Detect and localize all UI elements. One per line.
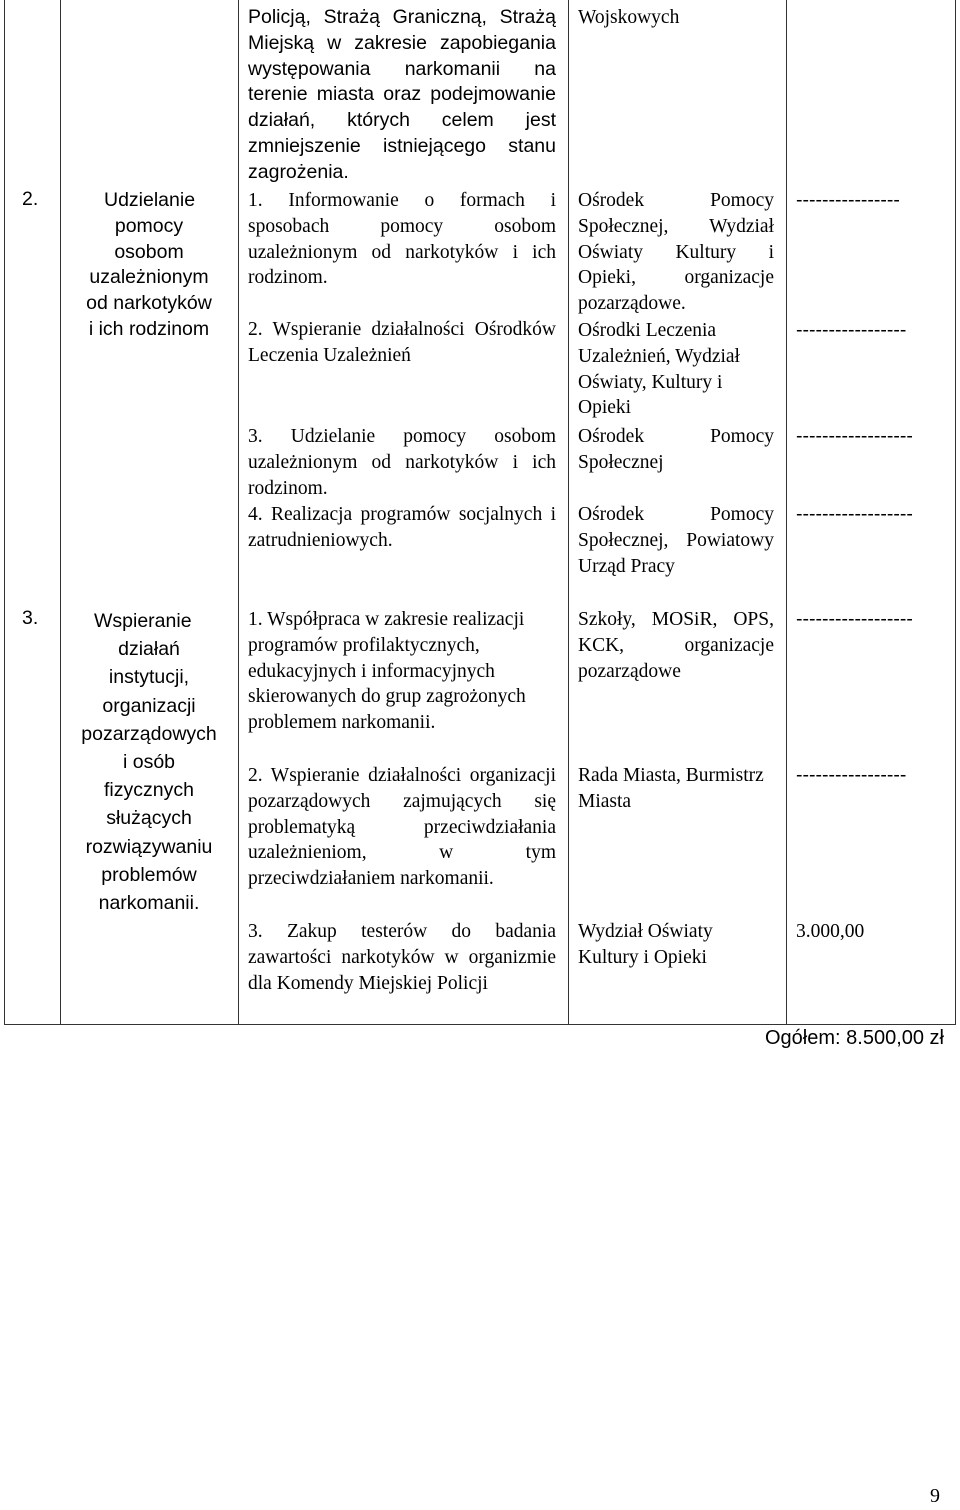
task-line: osobom	[114, 240, 184, 263]
partner-text: Wydział Oświaty Kultury i Opieki	[578, 921, 713, 968]
task-line: i ich rodzinom	[88, 317, 210, 340]
row3-partner-3	[578, 919, 774, 971]
grand-total: Ogółem: 8.500,00 zł	[765, 1027, 944, 1049]
table-border-right	[955, 0, 956, 1025]
task-line: Udzielanie	[104, 189, 196, 211]
action-text: 2. Wspieranie działalności Ośrodków Leczenia Uzależnień	[248, 319, 556, 366]
row2-partner-2	[578, 318, 774, 421]
row3-action-2	[248, 763, 556, 892]
row2-task	[66, 188, 232, 343]
task-line: instytucji,	[108, 666, 190, 689]
table-divider-2	[238, 0, 239, 1025]
row2-number: 2.	[22, 188, 39, 210]
row2-action-1	[248, 188, 556, 291]
task-line: od narkotyków	[86, 292, 212, 315]
row2-action-4	[248, 502, 556, 554]
task-line: narkomanii.	[98, 892, 200, 915]
task-line: rozwiązywaniu	[85, 835, 213, 858]
table-border-bottom	[4, 1024, 956, 1025]
row3-amount-2: -----------------	[796, 764, 907, 786]
row3-partner-1	[578, 607, 774, 684]
row2-partner-1	[578, 188, 774, 317]
table-divider-1	[60, 0, 61, 1025]
partner-text: Ośrodki Leczenia Uzależnień, Wydział Oświaty, Kultury i Opieki	[578, 320, 740, 419]
row2-amount-1: ----------------	[796, 189, 900, 211]
action-text: 2. Wspieranie działalności organizacji pozarządowych zajmujących się problematyką przeciwdziałania uzależnieniom, w tym przeciwdziałaniem narkomanii.	[248, 765, 556, 890]
table-divider-4	[786, 0, 787, 1025]
row1-action-continuation	[248, 5, 556, 186]
row3-amount-3: 3.000,00	[796, 921, 865, 942]
row2-action-3	[248, 424, 556, 501]
task-line: problemów	[101, 863, 197, 886]
row3-task	[66, 607, 232, 917]
row2-partner-4	[578, 502, 774, 579]
partner-text: Ośrodek Pomocy Społecznej, Wydział Oświaty Kultury i Opieki, organizacje pozarządowe.	[578, 190, 774, 315]
action-text: 3. Zakup testerów do badania zawartości narkotyków w organizmie dla Komendy Miejskiej Policji	[248, 921, 556, 994]
page-number: 9	[930, 1485, 940, 1507]
row2-amount-2: -----------------	[796, 319, 907, 341]
row2-action-2	[248, 317, 556, 369]
task-line: służących	[106, 807, 192, 830]
task-line: pozarządowych	[81, 722, 217, 745]
row3-action-1	[248, 607, 556, 736]
task-line: pomocy	[114, 214, 184, 237]
task-line: Wspieranie	[94, 610, 192, 632]
row2-partner-3	[578, 424, 774, 476]
action-text: 3. Udzielanie pomocy osobom uzależnionym od narkotyków i ich rodzinom.	[248, 426, 556, 499]
row2-amount-4: ------------------	[796, 503, 913, 525]
action-text: 1. Współpraca w zakresie realizacji programów profilaktycznych, edukacyjnych i informacyjnych skierowanych do grup zagrożonych problemem narkomanii.	[248, 609, 526, 734]
task-line: organizacji	[102, 694, 196, 717]
task-line: uzależnionym	[89, 266, 209, 289]
row1-partner-continuation	[578, 5, 774, 31]
partner-text: Wojskowych	[578, 7, 680, 28]
row3-partner-2	[578, 763, 774, 815]
partner-text: Szkoły, MOSiR, OPS, KCK, organizacje pozarządowe	[578, 609, 774, 682]
action-text: Policją, Strażą Graniczną, Strażą Miejską w zakresie zapobiegania występowania narkomanii na terenie miasta oraz podejmowanie działań, których celem jest zmniejszenie istniejącego stanu zagrożenia.	[248, 6, 556, 183]
row3-action-3	[248, 919, 556, 996]
task-line: działań	[118, 638, 180, 661]
action-text: 4. Realizacja programów socjalnych i zatrudnieniowych.	[248, 504, 556, 551]
action-text: 1. Informowanie o formach i sposobach pomocy osobom uzależnionym od narkotyków i ich rodzinom.	[248, 190, 556, 289]
partner-text: Ośrodek Pomocy Społecznej, Powiatowy Urząd Pracy	[578, 504, 774, 577]
task-line: fizycznych	[104, 779, 194, 802]
row3-number: 3.	[22, 607, 39, 629]
row3-amount-1: ------------------	[796, 608, 913, 630]
task-line: i osób	[122, 751, 176, 774]
row2-amount-3: ------------------	[796, 425, 913, 447]
partner-text: Rada Miasta, Burmistrz Miasta	[578, 765, 764, 812]
table-border-left	[4, 0, 5, 1025]
partner-text: Ośrodek Pomocy Społecznej	[578, 426, 774, 473]
table-divider-3	[568, 0, 569, 1025]
